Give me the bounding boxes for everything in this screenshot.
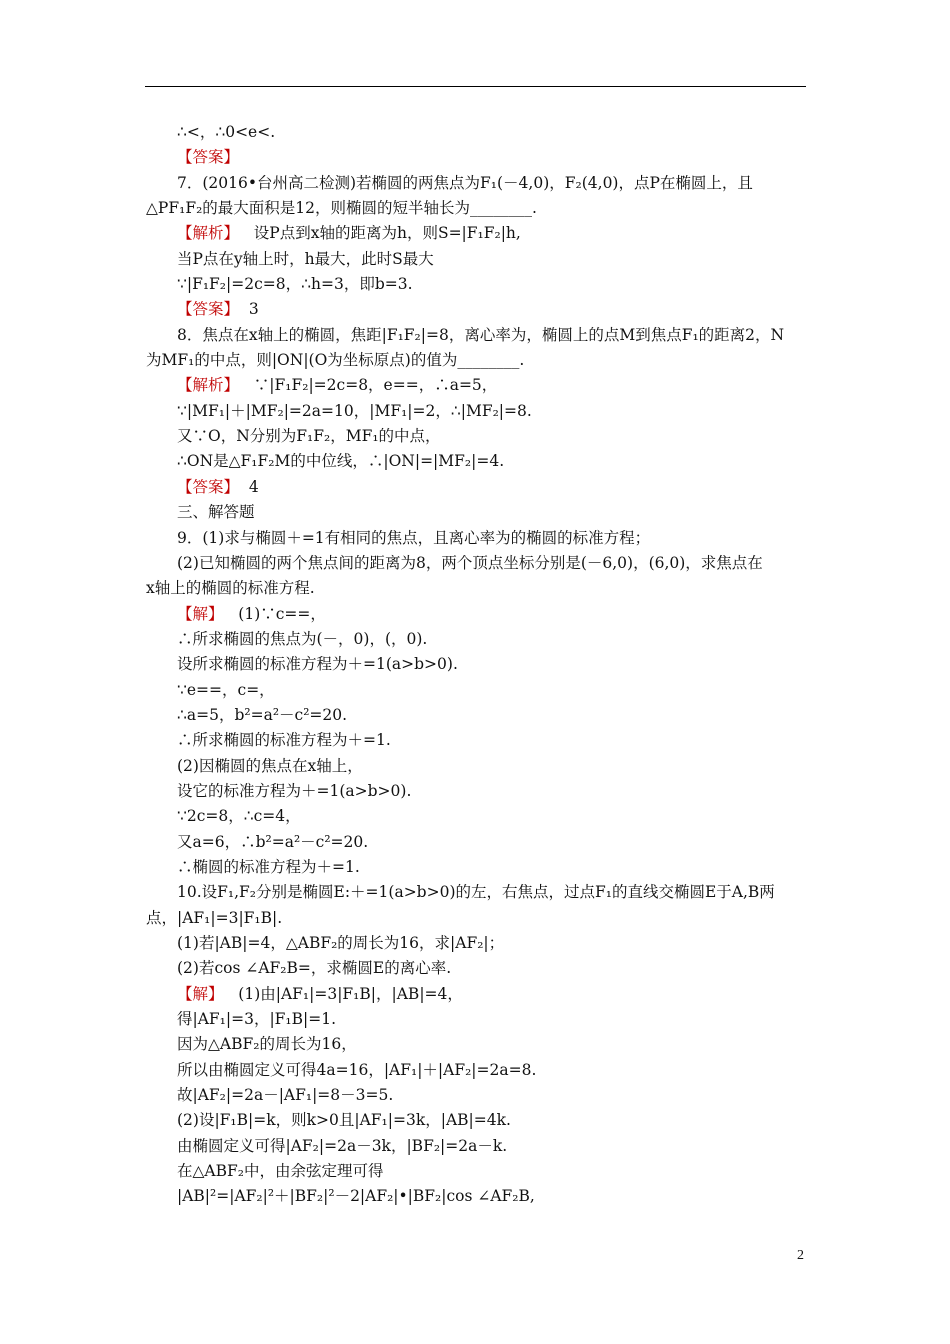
text-line bbox=[146, 120, 808, 145]
text-line bbox=[146, 931, 808, 956]
text-line bbox=[146, 1007, 808, 1032]
text-line bbox=[146, 424, 808, 449]
text-line bbox=[146, 551, 808, 576]
line-text: ∴所求椭圆的焦点为(－，0)，(，0). bbox=[177, 629, 428, 648]
answer-label: 【解析】 bbox=[177, 376, 240, 395]
line-text: 由椭圆定义可得|AF₂|=2a－3k，|BF₂|=2a－k. bbox=[177, 1136, 508, 1155]
line-text: 又∵O，N分别为F₁F₂，MF₁的中点， bbox=[177, 427, 441, 446]
text-line bbox=[146, 982, 808, 1007]
line-text: ∴ON是△F₁F₂M的中位线，∴|ON|=|MF₂|=4. bbox=[177, 452, 505, 471]
line-text: 因为△ABF₂的周长为16， bbox=[177, 1035, 357, 1054]
text-line bbox=[146, 373, 808, 398]
text-line bbox=[146, 830, 808, 855]
page-body bbox=[146, 120, 808, 1210]
answer-label: 【解析】 bbox=[177, 224, 240, 243]
text-line bbox=[146, 475, 808, 500]
line-text: 得|AF₁|=3，|F₁B|=1. bbox=[177, 1010, 337, 1029]
line-text: (1)若|AB|=4，△ABF₂的周长为16，求|AF₂|； bbox=[177, 934, 505, 952]
text-line bbox=[146, 678, 808, 703]
line-text: 又a=6，∴b²=a²－c²=20. bbox=[177, 832, 369, 851]
text-line bbox=[146, 1032, 808, 1057]
text-line bbox=[146, 627, 808, 652]
text-line bbox=[146, 196, 808, 221]
text-line bbox=[146, 1083, 808, 1108]
text-line bbox=[146, 526, 808, 551]
line-text: 点，|AF₁|=3|F₁B|. bbox=[146, 908, 283, 927]
text-line bbox=[146, 221, 808, 246]
line-text: ∴椭圆的标准方程为＋=1. bbox=[177, 857, 360, 876]
line-text: ∵|F₁F₂|=2c=8，e==，∴a=5， bbox=[239, 376, 498, 395]
text-line bbox=[146, 652, 808, 677]
text-line bbox=[146, 1184, 808, 1209]
page-number: 2 bbox=[797, 1248, 804, 1263]
answer-label: 【解】 bbox=[177, 984, 224, 1003]
text-line bbox=[146, 247, 808, 272]
line-text: 9．(1)求与椭圆＋=1有相同的焦点，且离心率为的椭圆的标准方程； bbox=[177, 528, 651, 547]
line-text: 7．(2016•台州高二检测)若椭圆的两焦点为F₁(－4,0)，F₂(4,0)，点P在椭圆上，且 bbox=[177, 173, 753, 192]
line-text: |AB|²=|AF₂|²＋|BF₂|²－2|AF₂|•|BF₂|cos ∠AF₂B, bbox=[177, 1187, 535, 1206]
text-line bbox=[146, 449, 808, 474]
answer-label: 【答案】 bbox=[177, 477, 240, 496]
line-text: (1)由|AF₁|=3|F₁B|，|AB|=4， bbox=[223, 984, 463, 1003]
text-line bbox=[146, 145, 808, 170]
text-line bbox=[146, 1058, 808, 1083]
text-line bbox=[146, 754, 808, 779]
line-text: ∵2c=8，∴c=4， bbox=[177, 807, 301, 826]
line-text: ∴<，∴0<e<. bbox=[177, 123, 276, 141]
text-line bbox=[146, 1108, 808, 1133]
line-text: ∵|MF₁|＋|MF₂|=2a=10，|MF₁|=2，∴|MF₂|=8. bbox=[177, 401, 532, 420]
line-text: ∴a=5，b²=a²－c²=20. bbox=[177, 705, 348, 724]
line-text: 10.设F₁,F₂分别是椭圆E:＋=1(a>b>0)的左，右焦点，过点F₁的直线交椭圆E于A,B两 bbox=[177, 883, 775, 902]
text-line bbox=[146, 297, 808, 322]
line-text: x轴上的椭圆的标准方程. bbox=[146, 579, 315, 598]
line-text: 三、解答题 bbox=[177, 503, 255, 522]
line-text: ∴所求椭圆的标准方程为＋=1. bbox=[177, 731, 391, 750]
line-text: 8．焦点在x轴上的椭圆，焦距|F₁F₂|=8，离心率为，椭圆上的点M到焦点F₁的距离2，N bbox=[177, 325, 785, 344]
line-text: 为MF₁的中点，则|ON|(O为坐标原点)的值为________. bbox=[146, 351, 525, 370]
line-text: 所以由椭圆定义可得4a=16，|AF₁|＋|AF₂|=2a=8. bbox=[177, 1060, 537, 1079]
line-text: 设所求椭圆的标准方程为＋=1(a>b>0). bbox=[177, 655, 458, 674]
text-line bbox=[146, 348, 808, 373]
line-text: 当P点在y轴上时，h最大，此时S最大 bbox=[177, 249, 434, 268]
text-line bbox=[146, 500, 808, 525]
text-line bbox=[146, 880, 808, 905]
line-text: (2)已知椭圆的两个焦点间的距离为8，两个顶点坐标分别是(－6,0)，(6,0)，求焦点在 bbox=[177, 553, 763, 572]
text-line bbox=[146, 171, 808, 196]
line-text: 设它的标准方程为＋=1(a>b>0). bbox=[177, 781, 412, 800]
line-text: (2)若cos ∠AF₂B=，求椭圆E的离心率. bbox=[177, 959, 452, 978]
line-text: 3 bbox=[239, 300, 259, 319]
line-text: (1)∵c==， bbox=[223, 604, 326, 623]
text-line bbox=[146, 855, 808, 880]
answer-label: 【答案】 bbox=[177, 148, 240, 167]
text-line bbox=[146, 272, 808, 297]
line-text: ∵e==，c=， bbox=[177, 680, 275, 699]
text-line bbox=[146, 804, 808, 829]
text-line bbox=[146, 1159, 808, 1184]
answer-label: 【答案】 bbox=[177, 300, 240, 319]
header-rule bbox=[145, 86, 806, 87]
line-text: 4 bbox=[239, 477, 259, 496]
line-text: (2)设|F₁B|=k，则k>0且|AF₁|=3k，|AB|=4k. bbox=[177, 1111, 511, 1130]
text-line bbox=[146, 576, 808, 601]
text-line bbox=[146, 906, 808, 931]
text-line bbox=[146, 602, 808, 627]
line-text: △PF₁F₂的最大面积是12，则椭圆的短半轴长为________. bbox=[146, 199, 537, 218]
text-line bbox=[146, 323, 808, 348]
text-line bbox=[146, 1134, 808, 1159]
line-text: 设P点到x轴的距离为h，则S=|F₁F₂|h, bbox=[239, 224, 521, 243]
line-text: 在△ABF₂中，由余弦定理可得 bbox=[177, 1162, 384, 1181]
line-text: 故|AF₂|=2a－|AF₁|=8－3=5. bbox=[177, 1086, 394, 1105]
text-line bbox=[146, 728, 808, 753]
line-text: ∵|F₁F₂|=2c=8，∴h=3，即b=3. bbox=[177, 275, 413, 294]
text-line bbox=[146, 779, 808, 804]
text-line bbox=[146, 956, 808, 981]
text-line bbox=[146, 399, 808, 424]
answer-label: 【解】 bbox=[177, 604, 224, 623]
line-text: (2)因椭圆的焦点在x轴上， bbox=[177, 756, 363, 775]
text-line bbox=[146, 703, 808, 728]
